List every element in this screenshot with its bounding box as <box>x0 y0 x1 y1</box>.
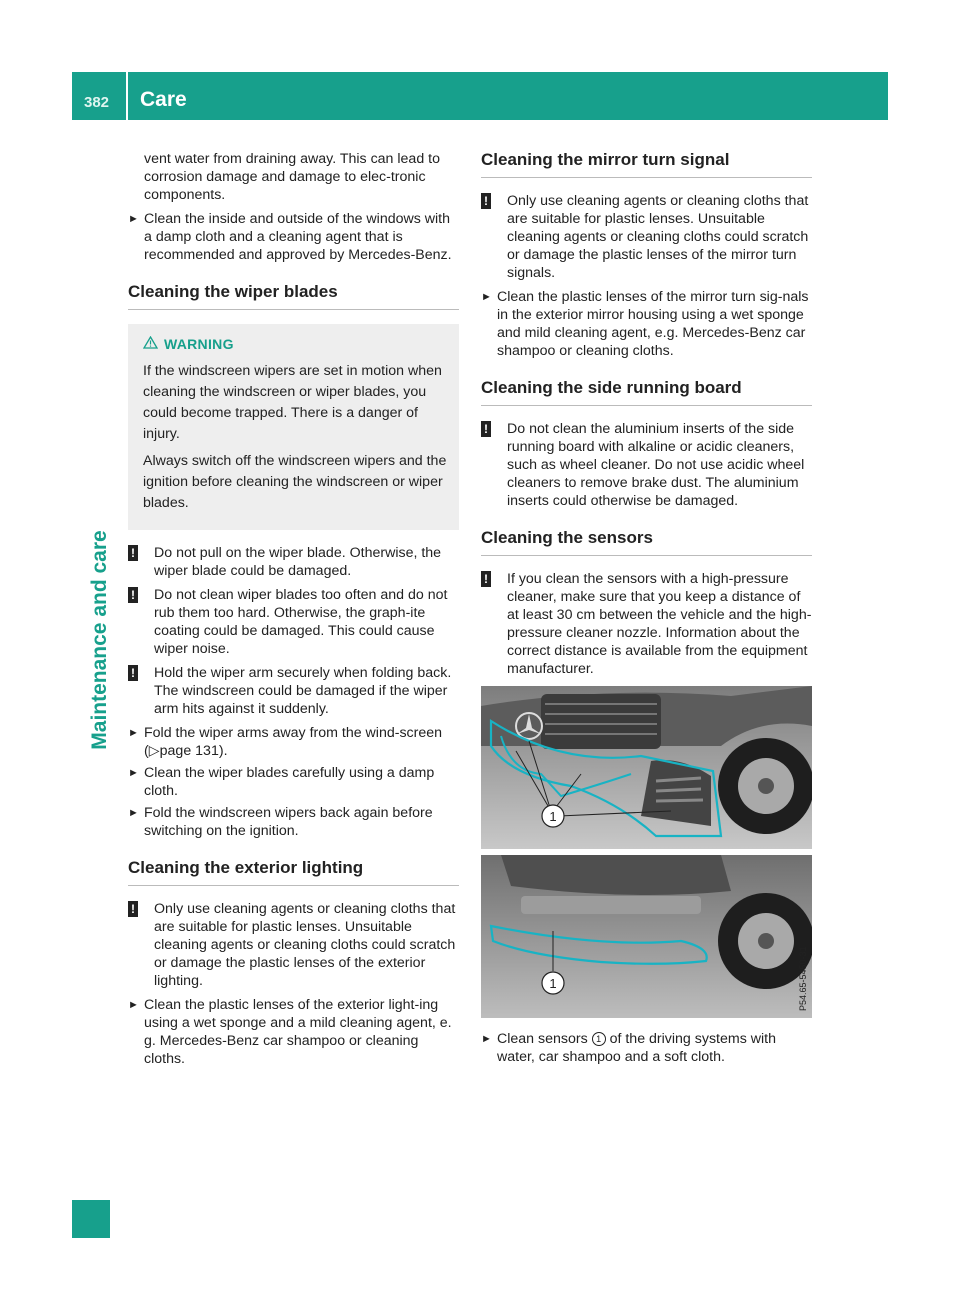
side-tab-marker <box>72 1200 110 1238</box>
heading-sensors: Cleaning the sensors <box>481 528 812 556</box>
header-divider <box>126 72 128 120</box>
heading-mirror-turn-signal: Cleaning the mirror turn signal <box>481 150 812 178</box>
step-clean-sensors: ► Clean sensors 1 of the driving systems with water, car shampoo and a soft cloth. <box>481 1031 776 1065</box>
note-mirror: ! Only use cleaning agents or cleaning cloths that are suitable for plastic lenses. Unsuitable cleaning agents or cleaning cloths could scratch or damage the plastic lenses of the mirror turn signals. <box>481 192 812 282</box>
sensor-figure <box>481 686 812 1018</box>
callout-circle-icon: 1 <box>592 1032 606 1046</box>
note-pull-wiper: ! Do not pull on the wiper blade. Otherwise, the wiper blade could be damaged. <box>128 544 459 580</box>
step-exterior-lighting: ► Clean the plastic lenses of the exterior light-ing using a wet sponge and a mild cleaning agent, e. g. Mercedes-Benz car shampoo or cleaning cloths. <box>128 997 452 1067</box>
heading-wiper-blades: Cleaning the wiper blades <box>128 282 459 310</box>
callout-number: 1 <box>549 976 557 991</box>
right-column <box>481 150 812 1070</box>
step-clean-blades: ► Clean the wiper blades carefully using a damp cloth. <box>128 765 435 799</box>
step-arrow-icon: ► <box>128 807 139 819</box>
section-title: Care <box>140 88 187 111</box>
page-reference-link[interactable]: page 131 <box>159 743 219 759</box>
warning-box <box>128 324 459 530</box>
warning-triangle-icon <box>143 334 158 355</box>
note-exterior-lighting: ! Only use cleaning agents or cleaning cloths that are suitable for plastic lenses. Unsuitable cleaning agents or cleaning cloths could scratch or damage the plastic lenses of the exterior lighting. <box>128 900 459 990</box>
exclamation-icon: ! <box>128 665 138 681</box>
note-sensors: ! If you clean the sensors with a high-pressure cleaner, make sure that you keep a distance of at least 30 cm between the vehicle and the high-pressure cleaner nozzle. Information about the correct distance is available from the equipment manufacturer. <box>481 570 812 678</box>
step-arrow-icon: ► <box>128 999 139 1011</box>
note-running-board: ! Do not clean the aluminium inserts of the side running board with alkaline or acidic cleaners, such as wheel cleaner. Do not use acidic wheel cleaners to remove brake dust. The aluminium inserts could otherwise be damaged. <box>481 420 812 510</box>
exclamation-icon: ! <box>128 901 138 917</box>
side-tab-label: Maintenance and care <box>88 530 111 750</box>
warning-title: WARNING <box>143 334 449 355</box>
note-clean-wiper: ! Do not clean wiper blades too often and do not rub them too hard. Otherwise, the graph-ite coating could be damaged. This could cause wiper noise. <box>128 586 459 658</box>
heading-side-running-board: Cleaning the side running board <box>481 378 812 406</box>
step-windows: ► Clean the inside and outside of the windows with a damp cloth and a cleaning agent that is recommended and approved by Mercedes-Benz. <box>128 211 452 263</box>
step-arrow-icon: ► <box>481 291 492 303</box>
exclamation-icon: ! <box>481 571 491 587</box>
exclamation-icon: ! <box>481 421 491 437</box>
exclamation-icon: ! <box>128 545 138 561</box>
step-arrow-icon: ► <box>128 767 139 779</box>
figure-code: P54.65-5450-31 <box>798 946 808 1011</box>
exclamation-icon: ! <box>481 193 491 209</box>
step-arrow-icon: ► <box>481 1033 492 1045</box>
step-arrow-icon: ► <box>128 727 139 739</box>
page-ref-arrow-icon: ▷ <box>148 743 160 759</box>
intro-paragraph: vent water from draining away. This can lead to corrosion damage and damage to elec-tronic components. <box>144 151 440 203</box>
page-number: 382 <box>84 94 110 111</box>
sensor-location-illustration <box>481 686 812 1018</box>
note-hold-arm: ! Hold the wiper arm securely when folding back. The windscreen could be damaged if the wiper arm hits against it suddenly. <box>128 664 459 718</box>
header-bar <box>72 72 888 120</box>
warning-text-2: Always switch off the windscreen wipers and the ignition before cleaning the windscreen or wiper blades. <box>143 453 447 511</box>
heading-exterior-lighting: Cleaning the exterior lighting <box>128 858 459 886</box>
callout-number: 1 <box>549 809 557 824</box>
step-arrow-icon: ► <box>128 213 139 225</box>
left-column <box>128 150 459 1072</box>
exclamation-icon: ! <box>128 587 138 603</box>
warning-text-1: If the windscreen wipers are set in motion when cleaning the windscreen or wiper blades, you could become trapped. There is a danger of injury. <box>143 363 442 442</box>
step-mirror: ► Clean the plastic lenses of the mirror turn sig-nals in the exterior mirror housing using a wet sponge and mild cleaning agent, e.g. Mercedes-Benz car shampoo or cleaning cloths. <box>481 289 809 359</box>
step-fold-arms: ► Fold the wiper arms away from the wind-screen (▷page 131). <box>128 725 443 759</box>
step-fold-back: ► Fold the windscreen wipers back again before switching on the ignition. <box>128 805 433 839</box>
